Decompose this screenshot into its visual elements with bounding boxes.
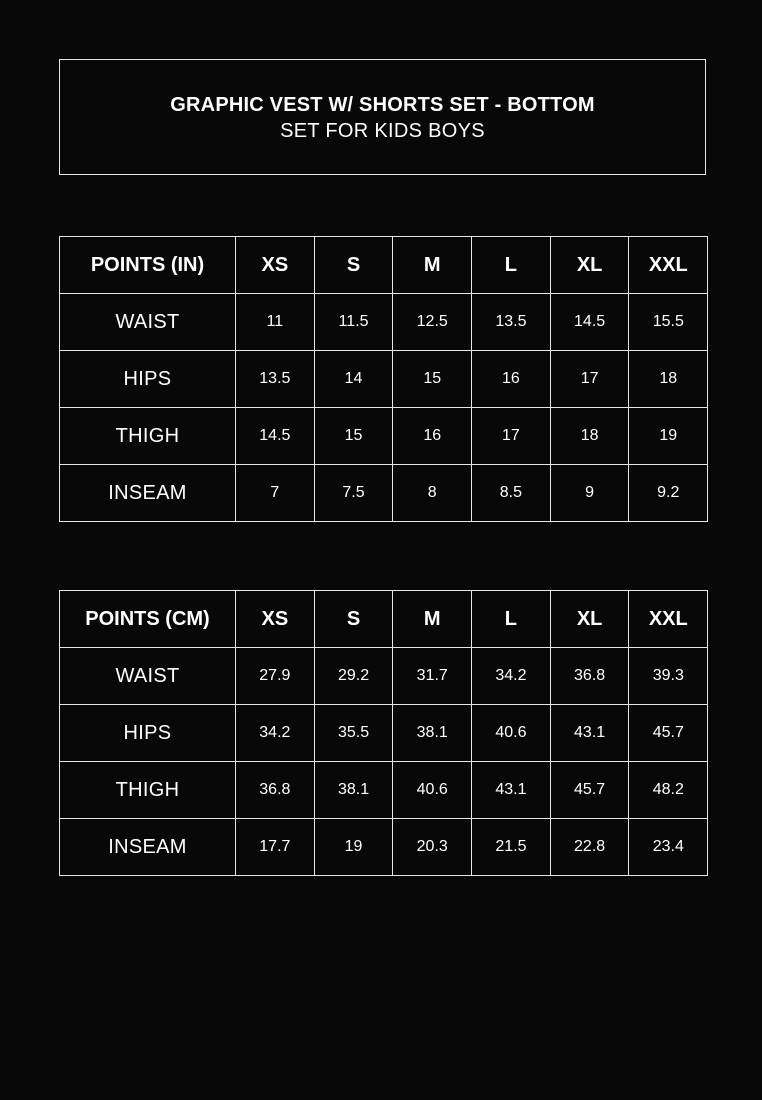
measurement-value-cell: 17 [550,351,629,408]
measurement-value-cell: 39.3 [629,648,708,705]
measurement-value-cell: 15 [314,408,393,465]
table-row [60,294,708,351]
measurement-value-cell: 9.2 [629,465,708,522]
table-row [60,762,708,819]
table-row [60,819,708,876]
measurement-value-cell: 19 [629,408,708,465]
measurement-value-cell: 22.8 [550,819,629,876]
page-subtitle: SET FOR KIDS BOYS [280,120,485,142]
measurement-value-cell: 27.9 [236,648,315,705]
measurement-value-cell: 43.1 [472,762,551,819]
size-header-cell: XXL [629,237,708,294]
size-header-cell: M [393,237,472,294]
measurement-label-cell: HIPS [60,351,236,408]
measurement-value-cell: 29.2 [314,648,393,705]
measurement-label-cell: WAIST [60,648,236,705]
measurement-value-cell: 31.7 [393,648,472,705]
table-row [60,351,708,408]
table-row [60,408,708,465]
measurement-label-cell: WAIST [60,294,236,351]
measurement-value-cell: 20.3 [393,819,472,876]
measurement-value-cell: 15 [393,351,472,408]
size-table-inches [59,236,708,522]
measurement-value-cell: 14.5 [550,294,629,351]
measurement-label-cell: THIGH [60,408,236,465]
measurement-value-cell: 36.8 [236,762,315,819]
table-header-row [60,591,708,648]
page-title: GRAPHIC VEST W/ SHORTS SET - BOTTOM [170,94,595,116]
measurement-value-cell: 35.5 [314,705,393,762]
size-header-cell: L [472,591,551,648]
measurement-label-cell: INSEAM [60,819,236,876]
measurement-value-cell: 7 [236,465,315,522]
measurement-value-cell: 16 [472,351,551,408]
measurement-value-cell: 18 [629,351,708,408]
title-box [59,59,706,175]
table-row [60,705,708,762]
measurement-value-cell: 23.4 [629,819,708,876]
measurement-value-cell: 34.2 [472,648,551,705]
measurement-value-cell: 17 [472,408,551,465]
measurement-value-cell: 34.2 [236,705,315,762]
size-header-cell: M [393,591,472,648]
size-table-centimeters [59,590,708,876]
size-header-cell: XL [550,237,629,294]
measurement-value-cell: 40.6 [393,762,472,819]
measurement-value-cell: 21.5 [472,819,551,876]
size-header-cell: XS [236,591,315,648]
size-header-cell: XL [550,591,629,648]
measurement-value-cell: 14.5 [236,408,315,465]
measurement-value-cell: 12.5 [393,294,472,351]
measurement-value-cell: 11.5 [314,294,393,351]
table-header-row [60,237,708,294]
measurement-label-cell: HIPS [60,705,236,762]
measurement-value-cell: 45.7 [629,705,708,762]
measurement-value-cell: 13.5 [472,294,551,351]
measurement-value-cell: 13.5 [236,351,315,408]
size-header-cell: S [314,591,393,648]
measurement-value-cell: 43.1 [550,705,629,762]
measurement-value-cell: 8 [393,465,472,522]
measurement-value-cell: 16 [393,408,472,465]
size-header-cell: L [472,237,551,294]
measurement-value-cell: 18 [550,408,629,465]
points-header-cell: POINTS (CM) [60,591,236,648]
measurement-value-cell: 48.2 [629,762,708,819]
measurement-value-cell: 8.5 [472,465,551,522]
measurement-value-cell: 38.1 [314,762,393,819]
measurement-value-cell: 36.8 [550,648,629,705]
measurement-value-cell: 40.6 [472,705,551,762]
measurement-value-cell: 38.1 [393,705,472,762]
points-header-cell: POINTS (IN) [60,237,236,294]
size-header-cell: XS [236,237,315,294]
measurement-value-cell: 11 [236,294,315,351]
measurement-value-cell: 7.5 [314,465,393,522]
measurement-label-cell: INSEAM [60,465,236,522]
measurement-value-cell: 45.7 [550,762,629,819]
size-header-cell: S [314,237,393,294]
measurement-label-cell: THIGH [60,762,236,819]
table-row [60,648,708,705]
table-row [60,465,708,522]
measurement-value-cell: 17.7 [236,819,315,876]
measurement-value-cell: 15.5 [629,294,708,351]
measurement-value-cell: 9 [550,465,629,522]
measurement-value-cell: 19 [314,819,393,876]
measurement-value-cell: 14 [314,351,393,408]
size-header-cell: XXL [629,591,708,648]
